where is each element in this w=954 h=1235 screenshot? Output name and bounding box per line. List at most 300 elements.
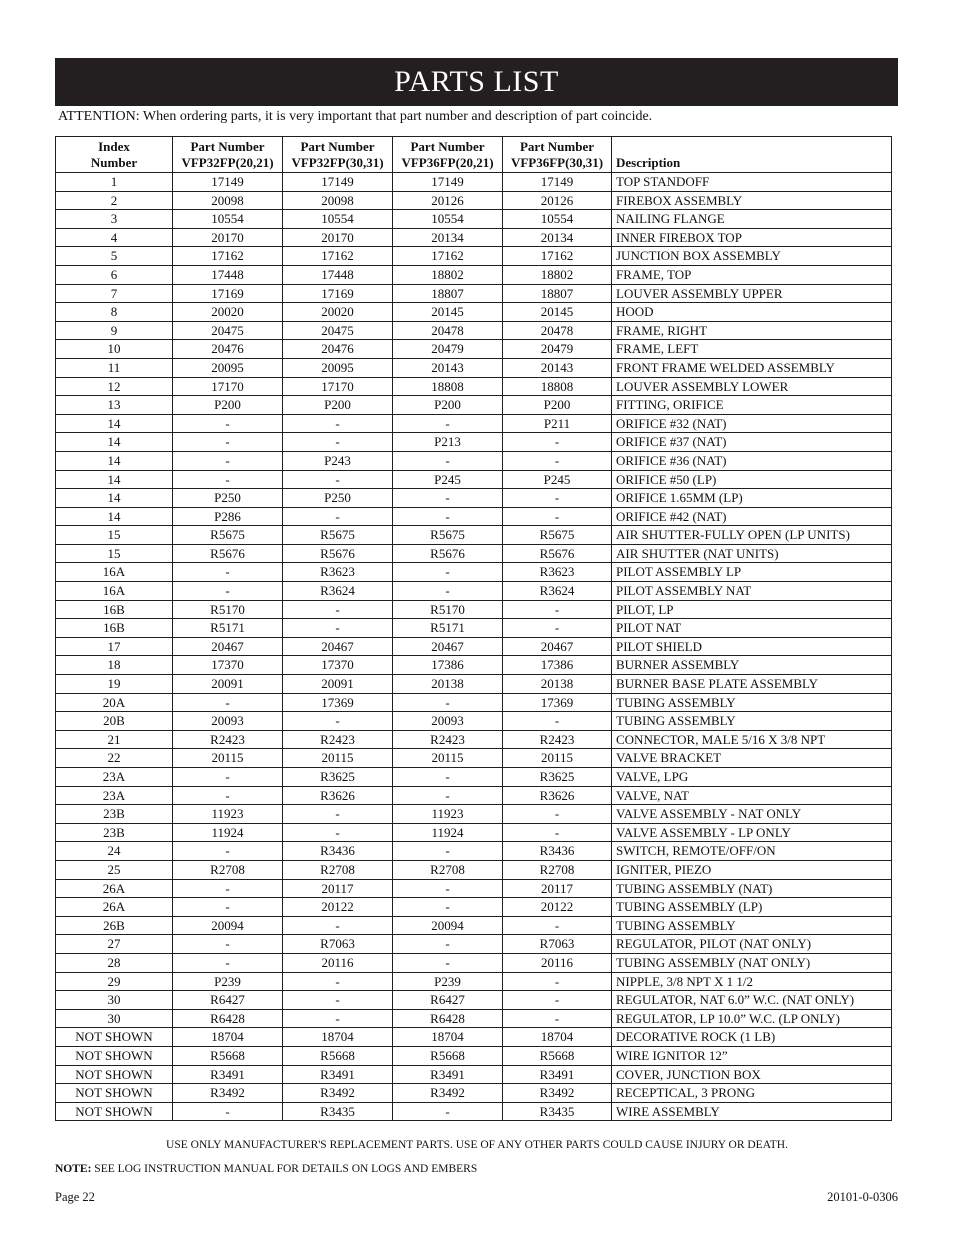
page-title: PARTS LIST (394, 65, 559, 98)
cell-part-vfp32fp-30-31: P250 (283, 489, 393, 508)
replacement-parts-warning: USE ONLY MANUFACTURER'S REPLACEMENT PARTS. USE OF ANY OTHER PARTS COULD CAUSE INJURY OR DEATH. (166, 1139, 788, 1151)
cell-index-number: 14 (56, 470, 173, 489)
cell-part-vfp36fp-20-21: 10554 (393, 210, 503, 229)
cell-description: TUBING ASSEMBLY (NAT ONLY) (612, 953, 892, 972)
cell-part-vfp36fp-20-21: - (393, 768, 503, 787)
cell-index-number: 12 (56, 377, 173, 396)
cell-part-vfp36fp-30-31: - (503, 805, 612, 824)
cell-index-number: 4 (56, 228, 173, 247)
cell-part-vfp32fp-20-21: - (173, 953, 283, 972)
cell-part-vfp32fp-20-21: 17170 (173, 377, 283, 396)
cell-part-vfp32fp-20-21: R5676 (173, 544, 283, 563)
cell-part-vfp36fp-20-21: 17386 (393, 656, 503, 675)
cell-index-number: 10 (56, 340, 173, 359)
cell-part-vfp32fp-30-31: 17162 (283, 247, 393, 266)
table-row (56, 805, 892, 824)
cell-part-vfp32fp-20-21: 17370 (173, 656, 283, 675)
cell-index-number: 9 (56, 321, 173, 340)
cell-part-vfp32fp-20-21: R5668 (173, 1046, 283, 1065)
cell-index-number: 14 (56, 489, 173, 508)
cell-index-number: 23A (56, 786, 173, 805)
cell-index-number: 26A (56, 879, 173, 898)
cell-part-vfp32fp-20-21: 20094 (173, 916, 283, 935)
cell-part-vfp36fp-30-31: 20478 (503, 321, 612, 340)
cell-index-number: 16A (56, 582, 173, 601)
parts-table-header (56, 137, 892, 173)
cell-part-vfp36fp-20-21: - (393, 935, 503, 954)
cell-part-vfp36fp-30-31: 10554 (503, 210, 612, 229)
cell-description: BURNER BASE PLATE ASSEMBLY (612, 675, 892, 694)
cell-part-vfp32fp-20-21: 20098 (173, 191, 283, 210)
cell-part-vfp32fp-20-21: R2708 (173, 860, 283, 879)
cell-part-vfp32fp-30-31: 17369 (283, 693, 393, 712)
cell-part-vfp36fp-30-31: P211 (503, 414, 612, 433)
table-row (56, 526, 892, 545)
cell-description: RECEPTICAL, 3 PRONG (612, 1084, 892, 1103)
cell-part-vfp32fp-20-21: - (173, 563, 283, 582)
cell-description: FRAME, TOP (612, 265, 892, 284)
cell-part-vfp36fp-20-21: 20479 (393, 340, 503, 359)
cell-part-vfp36fp-20-21: R2708 (393, 860, 503, 879)
table-row (56, 303, 892, 322)
table-row (56, 265, 892, 284)
cell-part-vfp36fp-30-31: - (503, 972, 612, 991)
table-row (56, 489, 892, 508)
cell-part-vfp36fp-20-21: - (393, 693, 503, 712)
cell-part-vfp36fp-30-31: 17162 (503, 247, 612, 266)
cell-part-vfp36fp-20-21: P200 (393, 396, 503, 415)
cell-part-vfp32fp-30-31: - (283, 972, 393, 991)
attention-text: ATTENTION: When ordering parts, it is very important that part number and description of part coincide. (58, 109, 653, 124)
cell-part-vfp32fp-30-31: R3491 (283, 1065, 393, 1084)
cell-description: VALVE, LPG (612, 768, 892, 787)
cell-index-number: 14 (56, 451, 173, 470)
cell-index-number: 30 (56, 1009, 173, 1028)
cell-part-vfp32fp-30-31: 20467 (283, 637, 393, 656)
cell-part-vfp32fp-30-31: 20122 (283, 898, 393, 917)
cell-part-vfp32fp-20-21: R2423 (173, 730, 283, 749)
cell-description: AIR SHUTTER (NAT UNITS) (612, 544, 892, 563)
cell-part-vfp32fp-20-21: - (173, 470, 283, 489)
cell-part-vfp32fp-20-21: 17149 (173, 173, 283, 192)
cell-index-number: 14 (56, 414, 173, 433)
cell-part-vfp36fp-20-21: - (393, 842, 503, 861)
cell-description: ORIFICE #37 (NAT) (612, 433, 892, 452)
cell-part-vfp36fp-30-31: R2423 (503, 730, 612, 749)
table-row (56, 953, 892, 972)
cell-description: JUNCTION BOX ASSEMBLY (612, 247, 892, 266)
cell-part-vfp36fp-30-31: 20467 (503, 637, 612, 656)
cell-part-vfp36fp-20-21: P239 (393, 972, 503, 991)
cell-part-vfp32fp-20-21: 20091 (173, 675, 283, 694)
cell-part-vfp36fp-20-21: R6427 (393, 991, 503, 1010)
cell-description: FRAME, RIGHT (612, 321, 892, 340)
cell-part-vfp36fp-30-31: - (503, 619, 612, 638)
cell-part-vfp32fp-30-31: R3436 (283, 842, 393, 861)
cell-description: CONNECTOR, MALE 5/16 X 3/8 NPT (612, 730, 892, 749)
table-row (56, 544, 892, 563)
cell-description: FITTING, ORIFICE (612, 396, 892, 415)
cell-part-vfp32fp-30-31: 20115 (283, 749, 393, 768)
cell-part-vfp32fp-30-31: R5675 (283, 526, 393, 545)
cell-description: TUBING ASSEMBLY (612, 916, 892, 935)
cell-part-vfp36fp-30-31: - (503, 600, 612, 619)
cell-part-vfp36fp-20-21: R5676 (393, 544, 503, 563)
cell-part-vfp36fp-30-31: 18808 (503, 377, 612, 396)
cell-part-vfp32fp-20-21: - (173, 842, 283, 861)
cell-part-vfp36fp-20-21: P213 (393, 433, 503, 452)
table-row (56, 470, 892, 489)
cell-index-number: NOT SHOWN (56, 1084, 173, 1103)
table-row (56, 284, 892, 303)
cell-part-vfp32fp-30-31: - (283, 823, 393, 842)
table-row (56, 377, 892, 396)
cell-part-vfp36fp-20-21: 20478 (393, 321, 503, 340)
cell-index-number: 23B (56, 823, 173, 842)
cell-index-number: 5 (56, 247, 173, 266)
parts-table (55, 136, 892, 1121)
cell-part-vfp32fp-30-31: 17448 (283, 265, 393, 284)
cell-part-vfp36fp-20-21: 20094 (393, 916, 503, 935)
cell-part-vfp32fp-30-31: 20475 (283, 321, 393, 340)
table-row (56, 637, 892, 656)
cell-description: ORIFICE #32 (NAT) (612, 414, 892, 433)
cell-index-number: 20A (56, 693, 173, 712)
cell-part-vfp32fp-20-21: P200 (173, 396, 283, 415)
cell-index-number: NOT SHOWN (56, 1046, 173, 1065)
cell-description: WIRE ASSEMBLY (612, 1102, 892, 1121)
cell-part-vfp32fp-30-31: R3492 (283, 1084, 393, 1103)
cell-part-vfp36fp-20-21: 20134 (393, 228, 503, 247)
cell-index-number: 15 (56, 526, 173, 545)
table-row (56, 433, 892, 452)
cell-part-vfp32fp-30-31: - (283, 600, 393, 619)
cell-description: BURNER ASSEMBLY (612, 656, 892, 675)
cell-description: PILOT, LP (612, 600, 892, 619)
cell-part-vfp32fp-20-21: 20020 (173, 303, 283, 322)
table-row (56, 916, 892, 935)
header-part-vfp36fp-30-31: Part Number VFP36FP(30,31) (503, 137, 612, 173)
cell-part-vfp32fp-30-31: - (283, 991, 393, 1010)
cell-part-vfp32fp-20-21: 17169 (173, 284, 283, 303)
table-row (56, 1028, 892, 1047)
cell-part-vfp36fp-30-31: R5668 (503, 1046, 612, 1065)
cell-index-number: 30 (56, 991, 173, 1010)
cell-index-number: 3 (56, 210, 173, 229)
cell-part-vfp36fp-20-21: - (393, 451, 503, 470)
cell-description: ORIFICE #42 (NAT) (612, 507, 892, 526)
cell-part-vfp32fp-30-31: 17149 (283, 173, 393, 192)
table-row (56, 340, 892, 359)
cell-description: SWITCH, REMOTE/OFF/ON (612, 842, 892, 861)
table-row (56, 619, 892, 638)
cell-description: VALVE, NAT (612, 786, 892, 805)
cell-part-vfp36fp-30-31: - (503, 433, 612, 452)
cell-part-vfp32fp-20-21: 20115 (173, 749, 283, 768)
table-row (56, 749, 892, 768)
cell-part-vfp32fp-20-21: - (173, 935, 283, 954)
cell-description: ORIFICE 1.65MM (LP) (612, 489, 892, 508)
cell-part-vfp32fp-20-21: 10554 (173, 210, 283, 229)
cell-part-vfp36fp-20-21: 18807 (393, 284, 503, 303)
table-row (56, 879, 892, 898)
cell-part-vfp36fp-20-21: 18704 (393, 1028, 503, 1047)
header-part-vfp32fp-20-21: Part Number VFP32FP(20,21) (173, 137, 283, 173)
table-row (56, 228, 892, 247)
cell-part-vfp36fp-20-21: 18802 (393, 265, 503, 284)
cell-index-number: 26A (56, 898, 173, 917)
cell-description: VALVE ASSEMBLY - NAT ONLY (612, 805, 892, 824)
cell-part-vfp36fp-30-31: 20134 (503, 228, 612, 247)
cell-part-vfp32fp-30-31: - (283, 619, 393, 638)
cell-part-vfp36fp-20-21: 20093 (393, 712, 503, 731)
table-row (56, 972, 892, 991)
cell-part-vfp36fp-20-21: 17149 (393, 173, 503, 192)
table-row (56, 247, 892, 266)
cell-part-vfp32fp-30-31: R2708 (283, 860, 393, 879)
cell-description: PILOT SHIELD (612, 637, 892, 656)
cell-part-vfp36fp-30-31: - (503, 712, 612, 731)
cell-part-vfp32fp-20-21: - (173, 768, 283, 787)
cell-part-vfp36fp-30-31: R3492 (503, 1084, 612, 1103)
header-row (56, 137, 892, 173)
table-row (56, 860, 892, 879)
cell-part-vfp36fp-30-31: 18802 (503, 265, 612, 284)
cell-part-vfp36fp-20-21: - (393, 953, 503, 972)
note-text: SEE LOG INSTRUCTION MANUAL FOR DETAILS ON LOGS AND EMBERS (94, 1163, 478, 1175)
cell-description: FIREBOX ASSEMBLY (612, 191, 892, 210)
cell-index-number: 20B (56, 712, 173, 731)
cell-part-vfp36fp-20-21: - (393, 489, 503, 508)
cell-part-vfp32fp-30-31: 20476 (283, 340, 393, 359)
cell-index-number: 26B (56, 916, 173, 935)
cell-part-vfp36fp-30-31: R3626 (503, 786, 612, 805)
cell-index-number: 6 (56, 265, 173, 284)
cell-part-vfp32fp-20-21: R3492 (173, 1084, 283, 1103)
cell-part-vfp36fp-20-21: 20115 (393, 749, 503, 768)
cell-part-vfp36fp-30-31: 18704 (503, 1028, 612, 1047)
cell-part-vfp32fp-30-31: - (283, 1009, 393, 1028)
cell-description: AIR SHUTTER-FULLY OPEN (LP UNITS) (612, 526, 892, 545)
table-row (56, 563, 892, 582)
cell-index-number: NOT SHOWN (56, 1028, 173, 1047)
cell-part-vfp32fp-20-21: - (173, 879, 283, 898)
cell-part-vfp36fp-30-31: 18807 (503, 284, 612, 303)
cell-part-vfp32fp-20-21: P250 (173, 489, 283, 508)
cell-description: DECORATIVE ROCK (1 LB) (612, 1028, 892, 1047)
cell-part-vfp32fp-20-21: - (173, 433, 283, 452)
cell-part-vfp36fp-30-31: 20116 (503, 953, 612, 972)
cell-index-number: 29 (56, 972, 173, 991)
cell-index-number: 21 (56, 730, 173, 749)
cell-part-vfp32fp-20-21: P239 (173, 972, 283, 991)
cell-part-vfp36fp-30-31: 20145 (503, 303, 612, 322)
table-row (56, 600, 892, 619)
cell-index-number: NOT SHOWN (56, 1065, 173, 1084)
cell-index-number: 13 (56, 396, 173, 415)
cell-part-vfp36fp-20-21: R5171 (393, 619, 503, 638)
cell-index-number: 19 (56, 675, 173, 694)
table-row (56, 712, 892, 731)
table-row (56, 582, 892, 601)
cell-part-vfp32fp-20-21: 20093 (173, 712, 283, 731)
cell-part-vfp36fp-30-31: 17386 (503, 656, 612, 675)
cell-index-number: 17 (56, 637, 173, 656)
table-row (56, 823, 892, 842)
table-row (56, 693, 892, 712)
cell-description: FRAME, LEFT (612, 340, 892, 359)
cell-part-vfp36fp-30-31: 20479 (503, 340, 612, 359)
cell-description: VALVE BRACKET (612, 749, 892, 768)
cell-part-vfp32fp-30-31: 17170 (283, 377, 393, 396)
cell-part-vfp36fp-30-31: R5675 (503, 526, 612, 545)
cell-description: VALVE ASSEMBLY - LP ONLY (612, 823, 892, 842)
cell-part-vfp32fp-20-21: 17448 (173, 265, 283, 284)
cell-part-vfp36fp-20-21: 20138 (393, 675, 503, 694)
cell-part-vfp32fp-30-31: - (283, 414, 393, 433)
cell-part-vfp36fp-30-31: R2708 (503, 860, 612, 879)
cell-description: INNER FIREBOX TOP (612, 228, 892, 247)
cell-part-vfp36fp-20-21: - (393, 582, 503, 601)
cell-part-vfp32fp-20-21: - (173, 414, 283, 433)
cell-part-vfp36fp-30-31: P245 (503, 470, 612, 489)
table-row (56, 898, 892, 917)
table-row (56, 1102, 892, 1121)
table-row (56, 210, 892, 229)
cell-part-vfp36fp-30-31: 20117 (503, 879, 612, 898)
table-row (56, 842, 892, 861)
cell-index-number: 24 (56, 842, 173, 861)
note-label: NOTE: (55, 1163, 92, 1175)
cell-part-vfp32fp-30-31: 20117 (283, 879, 393, 898)
cell-part-vfp32fp-30-31: R3624 (283, 582, 393, 601)
cell-part-vfp32fp-20-21: R5170 (173, 600, 283, 619)
table-row (56, 1084, 892, 1103)
cell-part-vfp32fp-30-31: 10554 (283, 210, 393, 229)
cell-part-vfp36fp-20-21: - (393, 879, 503, 898)
cell-part-vfp36fp-20-21: R5170 (393, 600, 503, 619)
cell-description: IGNITER, PIEZO (612, 860, 892, 879)
cell-part-vfp32fp-20-21: 20476 (173, 340, 283, 359)
cell-part-vfp32fp-30-31: - (283, 712, 393, 731)
cell-part-vfp36fp-30-31: 17149 (503, 173, 612, 192)
cell-description: TUBING ASSEMBLY (LP) (612, 898, 892, 917)
cell-part-vfp36fp-20-21: - (393, 507, 503, 526)
cell-description: HOOD (612, 303, 892, 322)
cell-part-vfp32fp-30-31: R3435 (283, 1102, 393, 1121)
cell-part-vfp36fp-20-21: 17162 (393, 247, 503, 266)
cell-part-vfp36fp-30-31: - (503, 823, 612, 842)
table-row (56, 191, 892, 210)
table-row (56, 1046, 892, 1065)
cell-index-number: 18 (56, 656, 173, 675)
cell-part-vfp36fp-20-21: - (393, 786, 503, 805)
cell-part-vfp36fp-30-31: R5676 (503, 544, 612, 563)
cell-part-vfp32fp-20-21: - (173, 786, 283, 805)
table-row (56, 173, 892, 192)
cell-index-number: NOT SHOWN (56, 1102, 173, 1121)
cell-part-vfp32fp-20-21: 20095 (173, 358, 283, 377)
cell-index-number: 16B (56, 619, 173, 638)
cell-description: NIPPLE, 3/8 NPT X 1 1/2 (612, 972, 892, 991)
cell-description: PILOT NAT (612, 619, 892, 638)
cell-part-vfp32fp-20-21: R6428 (173, 1009, 283, 1028)
header-part-vfp32fp-30-31: Part Number VFP32FP(30,31) (283, 137, 393, 173)
cell-index-number: 11 (56, 358, 173, 377)
header-part-vfp36fp-20-21: Part Number VFP36FP(20,21) (393, 137, 503, 173)
cell-part-vfp36fp-20-21: R5668 (393, 1046, 503, 1065)
cell-part-vfp36fp-20-21: 18808 (393, 377, 503, 396)
cell-index-number: 2 (56, 191, 173, 210)
cell-part-vfp32fp-30-31: R7063 (283, 935, 393, 954)
table-row (56, 991, 892, 1010)
cell-description: LOUVER ASSEMBLY UPPER (612, 284, 892, 303)
cell-index-number: 22 (56, 749, 173, 768)
cell-part-vfp32fp-30-31: - (283, 433, 393, 452)
cell-part-vfp32fp-20-21: 11923 (173, 805, 283, 824)
table-row (56, 1009, 892, 1028)
table-row (56, 768, 892, 787)
cell-part-vfp36fp-20-21: R2423 (393, 730, 503, 749)
cell-part-vfp36fp-20-21: 11924 (393, 823, 503, 842)
cell-description: LOUVER ASSEMBLY LOWER (612, 377, 892, 396)
cell-part-vfp32fp-20-21: - (173, 1102, 283, 1121)
cell-index-number: 16B (56, 600, 173, 619)
cell-description: REGULATOR, PILOT (NAT ONLY) (612, 935, 892, 954)
cell-part-vfp32fp-20-21: R5171 (173, 619, 283, 638)
cell-part-vfp36fp-20-21: 11923 (393, 805, 503, 824)
cell-part-vfp32fp-30-31: 20091 (283, 675, 393, 694)
cell-description: ORIFICE #36 (NAT) (612, 451, 892, 470)
cell-part-vfp32fp-30-31: R3625 (283, 768, 393, 787)
cell-part-vfp32fp-30-31: 20170 (283, 228, 393, 247)
cell-description: PILOT ASSEMBLY LP (612, 563, 892, 582)
table-row (56, 730, 892, 749)
cell-part-vfp32fp-30-31: R3623 (283, 563, 393, 582)
header-index-number: Index Number (56, 137, 173, 173)
cell-index-number: 15 (56, 544, 173, 563)
cell-part-vfp36fp-20-21: 20467 (393, 637, 503, 656)
cell-part-vfp36fp-30-31: - (503, 507, 612, 526)
cell-part-vfp36fp-20-21: - (393, 898, 503, 917)
cell-part-vfp32fp-20-21: - (173, 582, 283, 601)
cell-index-number: 14 (56, 433, 173, 452)
cell-description: FRONT FRAME WELDED ASSEMBLY (612, 358, 892, 377)
cell-part-vfp32fp-30-31: R3626 (283, 786, 393, 805)
cell-part-vfp36fp-30-31: - (503, 451, 612, 470)
cell-part-vfp32fp-20-21: R6427 (173, 991, 283, 1010)
table-row (56, 1065, 892, 1084)
header-description: Description (612, 137, 892, 173)
cell-part-vfp36fp-20-21: R3491 (393, 1065, 503, 1084)
cell-part-vfp32fp-20-21: 18704 (173, 1028, 283, 1047)
cell-part-vfp36fp-20-21: 20126 (393, 191, 503, 210)
cell-part-vfp32fp-30-31: 20116 (283, 953, 393, 972)
cell-part-vfp32fp-20-21: - (173, 898, 283, 917)
cell-part-vfp32fp-30-31: R5676 (283, 544, 393, 563)
cell-part-vfp32fp-20-21: 20170 (173, 228, 283, 247)
cell-index-number: 25 (56, 860, 173, 879)
cell-description: ORIFICE #50 (LP) (612, 470, 892, 489)
table-row (56, 656, 892, 675)
cell-part-vfp36fp-30-31: R3624 (503, 582, 612, 601)
cell-part-vfp32fp-20-21: P286 (173, 507, 283, 526)
cell-part-vfp32fp-30-31: R5668 (283, 1046, 393, 1065)
table-row (56, 451, 892, 470)
cell-part-vfp36fp-30-31: 20138 (503, 675, 612, 694)
cell-part-vfp36fp-30-31: 20115 (503, 749, 612, 768)
cell-part-vfp36fp-20-21: R6428 (393, 1009, 503, 1028)
